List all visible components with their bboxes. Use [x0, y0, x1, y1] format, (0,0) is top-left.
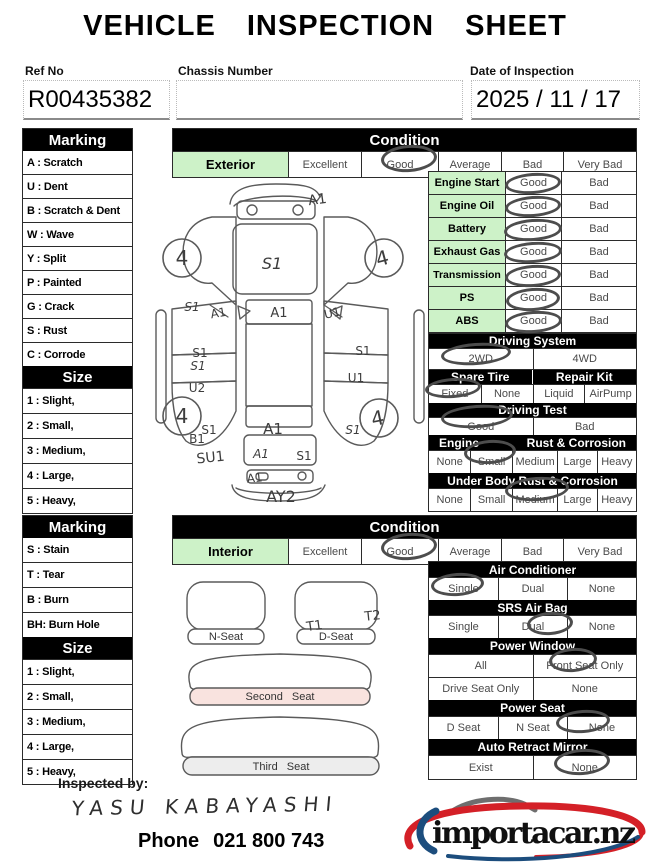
car-damage-diagram	[152, 177, 428, 509]
importacar-logo	[396, 794, 648, 862]
marking-item: P : Painted	[23, 270, 132, 294]
wheel-mark: 4	[372, 244, 392, 272]
date-label: Date of Inspection	[470, 64, 575, 78]
engine-rust-option: Large	[557, 451, 596, 473]
condition-option: Very Bad	[563, 539, 636, 564]
damage-label: A1	[263, 420, 283, 438]
power-window-option: None	[533, 678, 637, 700]
condition-option: Bad	[501, 539, 563, 564]
right-front-fender	[324, 217, 377, 305]
damage-label: S1	[192, 346, 208, 360]
mechanical-option: Bad	[561, 195, 636, 217]
engine-rust-title	[429, 435, 636, 450]
driving-test-title: Driving Test	[429, 403, 636, 417]
date-value: 2025 / 11 / 17	[476, 85, 622, 113]
marking-item: S : Stain	[27, 544, 70, 556]
damage-label: A1	[246, 470, 264, 486]
second-seat-back	[189, 654, 371, 689]
marking-item: T : Tear	[23, 562, 132, 587]
engine-rust-option: Heavy	[597, 451, 636, 473]
power-seat-title: Power Seat	[429, 700, 636, 716]
size-item: 4 : Large,	[23, 463, 132, 488]
condition-option: Bad	[501, 152, 563, 177]
roof-panel	[246, 324, 312, 406]
n-seat-back	[187, 582, 265, 630]
inspector-signature: YASU KABAYASHI	[70, 791, 340, 821]
third-seat-back	[181, 717, 378, 757]
condition-option: Good	[361, 539, 438, 564]
engine-rust-option: None	[436, 456, 463, 468]
power-seat-option: D Seat	[446, 722, 481, 734]
marking-item: W : Wave	[23, 222, 132, 246]
marking-item: BH: Burn Hole	[23, 612, 132, 637]
seat-annotation: T1	[305, 617, 324, 636]
phone-label: Phone	[138, 830, 200, 852]
power-window-option: Front Seat Only	[533, 655, 637, 677]
condition-option: Good	[361, 152, 438, 177]
underbody-rust-option: None	[436, 494, 463, 506]
marking-item: G : Crack	[23, 294, 132, 318]
exterior-marking-table	[22, 128, 133, 514]
d-seat-label: D-Seat	[318, 631, 354, 643]
spare-tire-option: None	[481, 385, 533, 403]
ref-no-box	[23, 80, 170, 120]
damage-label: S1	[184, 300, 200, 314]
mechanical-label: ABS	[429, 310, 505, 332]
interior-size-title: Size	[23, 637, 132, 659]
size-item: 4 : Large,	[23, 734, 132, 759]
mechanical-option: Good	[505, 241, 561, 263]
repair-kit-title: Repair Kit	[533, 370, 637, 384]
mirror-option: Exist	[468, 761, 493, 774]
condition-option: Excellent	[288, 152, 361, 177]
size-item: 5 : Heavy,	[23, 759, 132, 784]
damage-label: A1	[209, 304, 228, 322]
damage-label: U1	[322, 304, 342, 322]
inspected-by-label: Inspected by:	[58, 775, 149, 791]
driving-test-option: Good	[467, 420, 495, 433]
srs-option: Dual	[498, 616, 567, 638]
mechanical-label: PS	[429, 287, 505, 309]
mechanical-option: Good	[505, 264, 561, 286]
condition-option: Average	[438, 152, 501, 177]
mechanical-option: Bad	[561, 172, 636, 194]
auto-retract-mirror-title: Auto Retract Mirror	[429, 739, 636, 755]
wheel-mark: 4	[175, 246, 189, 270]
third-seat-label: Third Seat	[252, 761, 310, 773]
size-item: 2 : Small,	[23, 684, 132, 709]
interior-marking-table	[22, 515, 133, 785]
mechanical-label: Transmission	[429, 264, 505, 286]
phone-value: 021 800 743	[213, 830, 325, 852]
condition-option: Very Bad	[563, 152, 636, 177]
power-seat-option: None	[567, 717, 636, 739]
mechanical-option: Good	[505, 195, 561, 217]
driving-system-option: 2WD	[468, 353, 493, 365]
damage-label: S1	[201, 423, 217, 437]
damage-label: B1	[189, 432, 205, 446]
damage-label: S1	[355, 344, 371, 358]
srs-air-bag-title: SRS Air Bag	[429, 600, 636, 615]
air-conditioner-option: Single	[448, 583, 479, 595]
left-front-fender	[183, 217, 236, 305]
condition-option: Average	[438, 539, 501, 564]
size-item: 1 : Slight,	[23, 388, 132, 413]
mechanical-label: Engine Start	[429, 172, 505, 194]
date-box	[471, 80, 640, 120]
logo-text: importacar.nz	[432, 816, 636, 851]
size-item: 3 : Medium,	[23, 709, 132, 734]
wheel-mark: 4	[368, 405, 387, 432]
size-item: 1 : Slight,	[23, 659, 132, 684]
second-seat-label: Second Seat	[245, 691, 315, 703]
right-rocker	[414, 310, 424, 423]
spare-tire-option: Fixed	[441, 388, 469, 400]
marking-item: B : Scratch & Dent	[23, 198, 132, 222]
damage-label: S1	[296, 449, 312, 463]
mechanical-option: Bad	[561, 218, 636, 240]
mechanical-option: Bad	[561, 241, 636, 263]
exterior-row-label: Exterior	[173, 152, 288, 177]
condition-option: Excellent	[288, 539, 361, 564]
ref-no-value: R00435382	[28, 85, 153, 113]
damage-label: U1	[347, 371, 365, 385]
engine-rust-title-left: Engine	[439, 435, 480, 450]
mechanical-option: Bad	[561, 264, 636, 286]
size-item: 5 : Heavy,	[23, 488, 132, 513]
underbody-rust-option: Heavy	[597, 489, 636, 511]
left-rocker	[156, 310, 166, 423]
underbody-rust-option: Small	[470, 489, 511, 511]
marking-item: U : Dent	[23, 174, 132, 198]
power-window-option: Drive Seat Only	[442, 683, 520, 695]
mechanical-option: Good	[505, 310, 561, 332]
size-item: 2 : Small,	[23, 413, 132, 438]
damage-label: A1	[270, 306, 288, 321]
air-conditioner-title: Air Conditioner	[429, 562, 636, 577]
mechanical-option: Bad	[561, 310, 636, 332]
damage-label: AY2	[266, 487, 296, 506]
ref-no-label: Ref No	[25, 64, 64, 78]
damage-label: S1	[261, 254, 283, 273]
damage-label: A1	[307, 190, 328, 210]
damage-label: S1	[345, 423, 361, 437]
mechanical-label: Exhaust Gas	[429, 241, 505, 263]
marking-item: A : Scratch	[27, 156, 83, 169]
mechanical-option: Good	[505, 172, 561, 194]
page-title: VEHICLE INSPECTION SHEET	[83, 10, 567, 42]
underbody-rust-option: Medium	[512, 489, 558, 511]
engine-rust-option: Medium	[512, 451, 558, 473]
underbody-rust-title: Under Body Rust & Corrosion	[429, 473, 636, 488]
underbody-rust-option: Large	[557, 489, 596, 511]
wheel-mark: 4	[175, 404, 189, 428]
exterior-size-title: Size	[23, 366, 132, 388]
repair-kit-option: Liquid	[533, 385, 585, 403]
driving-system-title: Driving System	[429, 334, 636, 348]
srs-option: Single	[448, 621, 479, 633]
interior-condition-title: Condition	[173, 516, 636, 538]
exterior-condition-title: Condition	[173, 129, 636, 151]
engine-rust-option: Small	[470, 451, 511, 473]
air-conditioner-option: None	[567, 578, 636, 600]
marking-item: Y : Split	[23, 246, 132, 270]
chassis-box	[176, 80, 463, 120]
driving-system-option: 4WD	[533, 349, 637, 369]
engine-rust-title-right: Rust & Corrosion	[526, 435, 626, 450]
seats-diagram	[170, 565, 420, 790]
damage-label: S1	[190, 359, 206, 373]
left-mirror	[238, 306, 250, 319]
marking-item: C : Corrode	[23, 342, 132, 366]
power-window-option: All	[474, 660, 487, 672]
power-window-title: Power Window	[429, 638, 636, 654]
mirror-option: None	[533, 756, 637, 779]
driving-test-option: Bad	[533, 418, 637, 435]
n-seat-label: N-Seat	[208, 631, 244, 643]
air-conditioner-option: Dual	[498, 578, 567, 600]
marking-item: S : Rust	[23, 318, 132, 342]
chassis-label: Chassis Number	[178, 64, 273, 78]
exterior-marking-title: Marking	[23, 129, 132, 151]
mechanical-option: Bad	[561, 287, 636, 309]
mechanical-label: Battery	[429, 218, 505, 240]
repair-kit-option: AirPump	[584, 385, 636, 403]
size-item: 3 : Medium,	[23, 438, 132, 463]
power-seat-option: N Seat	[498, 717, 567, 739]
spare-tire-title: Spare Tire	[429, 370, 533, 384]
damage-label: U2	[188, 381, 206, 395]
phone-number	[138, 830, 338, 853]
mechanical-label: Engine Oil	[429, 195, 505, 217]
seat-annotation: T2	[363, 608, 382, 625]
damage-label: A1	[253, 447, 269, 461]
interior-row-label: Interior	[173, 539, 288, 564]
mechanical-option: Good	[505, 287, 561, 309]
damage-label: SU1	[195, 448, 226, 468]
srs-option: None	[567, 616, 636, 638]
marking-item: B : Burn	[23, 587, 132, 612]
mechanical-option: Good	[505, 218, 561, 240]
interior-marking-title: Marking	[23, 516, 132, 538]
